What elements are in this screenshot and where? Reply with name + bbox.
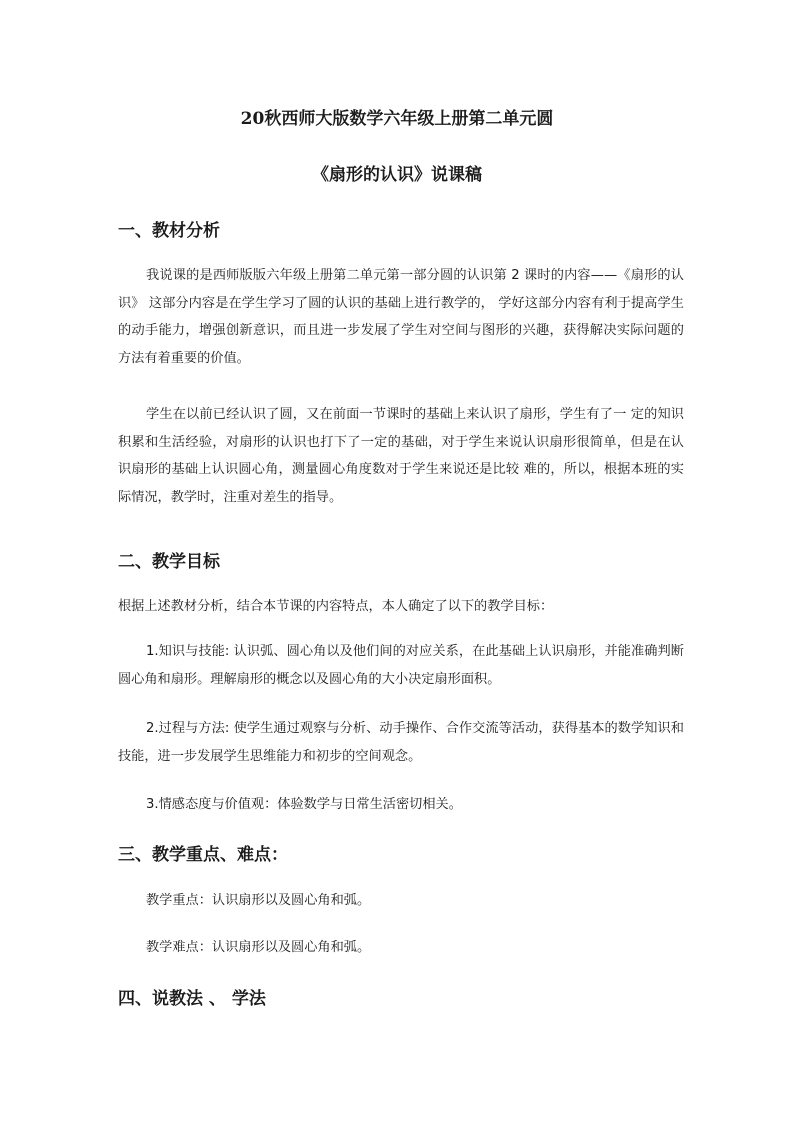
difficulty-line: 教学难点：认识扇形以及圆心角和弧。 bbox=[146, 940, 371, 955]
section-heading-3: 三、教学重点、难点： bbox=[118, 845, 288, 865]
objective-3: 3.情感态度与价值观：体验数学与日常生活密切相关。 bbox=[146, 797, 462, 812]
objective-2: 2.过程与方法: 使学生通过观察与分析、动手操作、合作交流等活动，获得基本的数学知识和技能，进一步发展学生思维能力和初步的空间观念。 bbox=[118, 721, 684, 764]
section-2-intro: 根据上述教材分析，结合本节课的内容特点，本人确定了以下的教学目标： bbox=[118, 599, 554, 614]
section-1-paragraph-1: 我说课的是西师版版六年级上册第二单元第一部分圆的认识第 2 课时的内容——《扇形的认识》 这部分内容是在学生学习了圆的认识的基础上进行教学的， 学好这部分内容有利于提高学生的动手能力，增强创新意识，而且进一步发展了学生对空间与图形的兴趣，获得解决实际问题的方法有着重要的价值。 bbox=[118, 268, 684, 366]
key-point-line: 教学重点：认识扇形以及圆心角和弧。 bbox=[146, 893, 371, 908]
section-heading-4: 四、说教法 、 学法 bbox=[118, 989, 266, 1009]
section-heading-2: 二、教学目标 bbox=[118, 552, 220, 572]
objective-1: 1.知识与技能: 认识弧、圆心角以及他们间的对应关系，在此基础上认识扇形，并能准确判断圆心角和扇形。理解扇形的概念以及圆心角的大小决定扇形面积。 bbox=[118, 644, 684, 687]
section-heading-1: 一、教材分析 bbox=[118, 221, 220, 241]
document-title: 20秋西师大版数学六年级上册第二单元圆 bbox=[240, 109, 554, 129]
document-subtitle: 《扇形的认识》说课稿 bbox=[312, 165, 482, 185]
section-1-paragraph-2: 学生在以前已经认识了圆，又在前面一节课时的基础上来认识了扇形，学生有了一 定的知识积累和生活经验，对扇形的认识也打下了一定的基础，对于学生来说认识扇形很简单，但是在认识扇形的基础上认识圆心角，测量圆心角度数对于学生来说还是比较 难的，所以，根据本班的实际情况，教学时，注重对差生的指导。 bbox=[118, 407, 684, 505]
